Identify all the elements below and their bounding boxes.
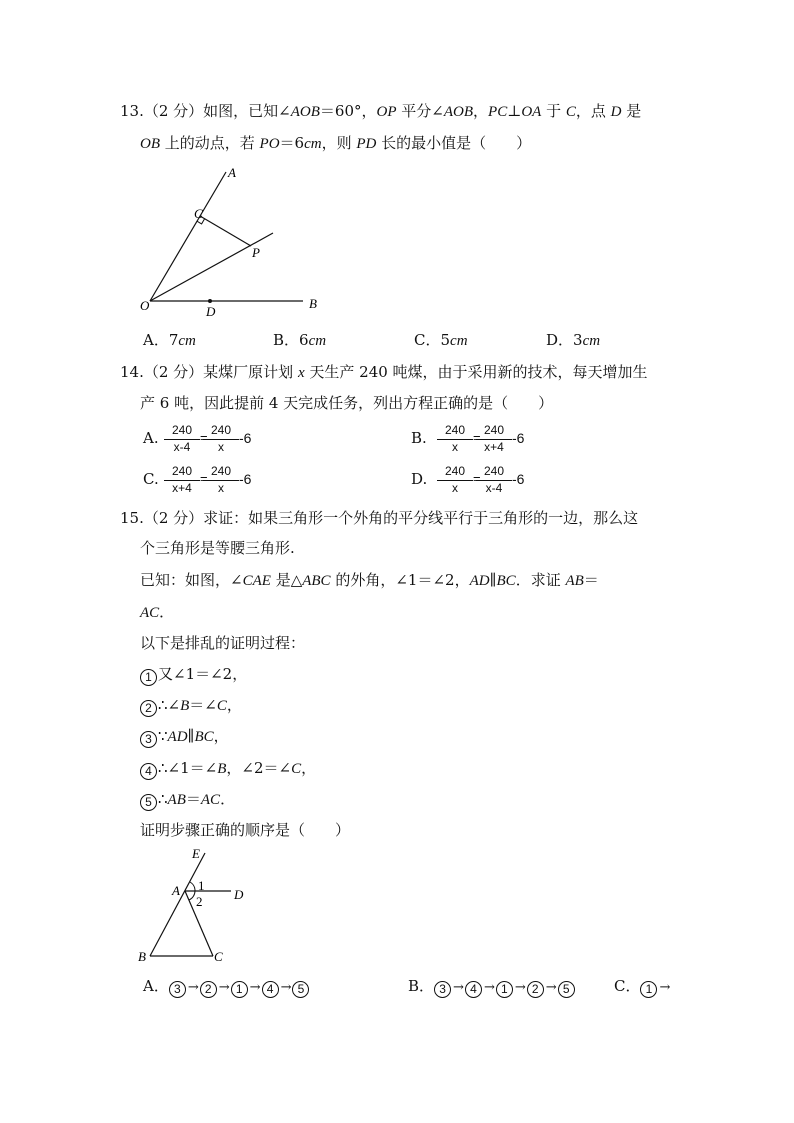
q15-line2: 个三角形是等腰三角形. — [140, 539, 295, 557]
q15-triangle-figure — [130, 845, 260, 970]
equals-sign: = — [473, 430, 481, 445]
fraction-left: $\frac{240}{x}$ — [437, 464, 473, 496]
label-B: B — [309, 296, 317, 311]
q13-option-d[interactable]: D．3cm — [546, 331, 601, 349]
label-A: A — [172, 883, 180, 898]
q15-option-b[interactable]: B． 3 → 4 → 1 → 2 → 5 — [408, 976, 576, 998]
minus-six: -6 — [239, 471, 252, 487]
q14-line1: 14.（2 分）某煤厂原计划 x 天生产 240 吨煤，由于采用新的技术，每天增加生 — [120, 363, 648, 381]
label-O: O — [140, 298, 150, 313]
q15-option-a[interactable]: A． 3 → 2 → 1 → 4 → 5 — [143, 976, 310, 998]
label-1: 1 — [198, 878, 205, 893]
q15-line5: 以下是排乱的证明过程： — [140, 634, 306, 652]
q13-option-c[interactable]: C．5cm — [414, 331, 468, 349]
q14-line2: 产 6 吨，因此提前 4 天完成任务，列出方程正确的是（ ） — [140, 394, 554, 412]
label-A: A — [228, 165, 236, 180]
minus-six: -6 — [512, 471, 525, 487]
proof-step-3: 3 ∵AD∥BC， — [140, 726, 229, 748]
minus-six: -6 — [512, 430, 525, 446]
equals-sign: = — [473, 471, 481, 486]
fraction-right: $\frac{240}{x}$ — [203, 423, 239, 455]
fraction-right: $\frac{240}{x}$ — [203, 464, 239, 496]
q13-line2: OB 上的动点，若 PO＝6cm，则 PD 长的最小值是（ ） — [140, 134, 532, 152]
label-D: D — [206, 304, 216, 319]
proof-step-1: 1 又∠1＝∠2， — [140, 664, 247, 686]
option-letter: C. — [143, 470, 159, 488]
q15-line3: 已知：如图，∠CAE 是△ABC 的外角，∠1＝∠2，AD∥BC．求证 AB＝ — [140, 571, 599, 589]
option-letter: A. — [143, 429, 159, 447]
option-letter: D. — [411, 470, 428, 488]
q15-ask: 证明步骤正确的顺序是（ ） — [140, 821, 351, 839]
proof-step-5: 5 ∴AB＝AC． — [140, 789, 235, 811]
q13-option-b[interactable]: B．6cm — [273, 331, 327, 349]
label-2: 2 — [196, 894, 203, 909]
q13-line1: 13.（2 分）如图，已知∠AOB＝60°，OP 平分∠AOB，PC⊥OA 于 C，点 D 是 — [120, 102, 642, 120]
label-D: D — [234, 887, 244, 902]
fraction-right: $\frac{240}{x-4}$ — [476, 464, 512, 496]
q13-option-a[interactable]: A．7cm — [143, 331, 196, 349]
q13-angle-figure — [130, 160, 330, 325]
fraction-right: $\frac{240}{x+4}$ — [476, 423, 512, 455]
label-C: C — [214, 949, 223, 964]
option-letter: B. — [411, 429, 427, 447]
label-B: B — [138, 949, 146, 964]
proof-step-2: 2 ∴∠B＝∠C， — [140, 695, 242, 717]
equals-sign: = — [200, 471, 208, 486]
label-C: C — [194, 206, 203, 221]
proof-step-4: 4 ∴∠1＝∠B，∠2＝∠C， — [140, 758, 316, 780]
fraction-left: $\frac{240}{x}$ — [437, 423, 473, 455]
equals-sign: = — [200, 430, 208, 445]
q15-line1: 15.（2 分）求证：如果三角形一个外角的平分线平行于三角形的一边，那么这 — [120, 509, 639, 527]
q15-line4: AC． — [140, 603, 175, 621]
minus-six: -6 — [239, 430, 252, 446]
label-E: E — [192, 846, 200, 861]
q15-option-c[interactable]: C． 1 → — [614, 977, 671, 996]
fraction-left: $\frac{240}{x+4}$ — [164, 464, 200, 496]
fraction-left: $\frac{240}{x-4}$ — [164, 423, 200, 455]
label-P: P — [252, 245, 260, 260]
